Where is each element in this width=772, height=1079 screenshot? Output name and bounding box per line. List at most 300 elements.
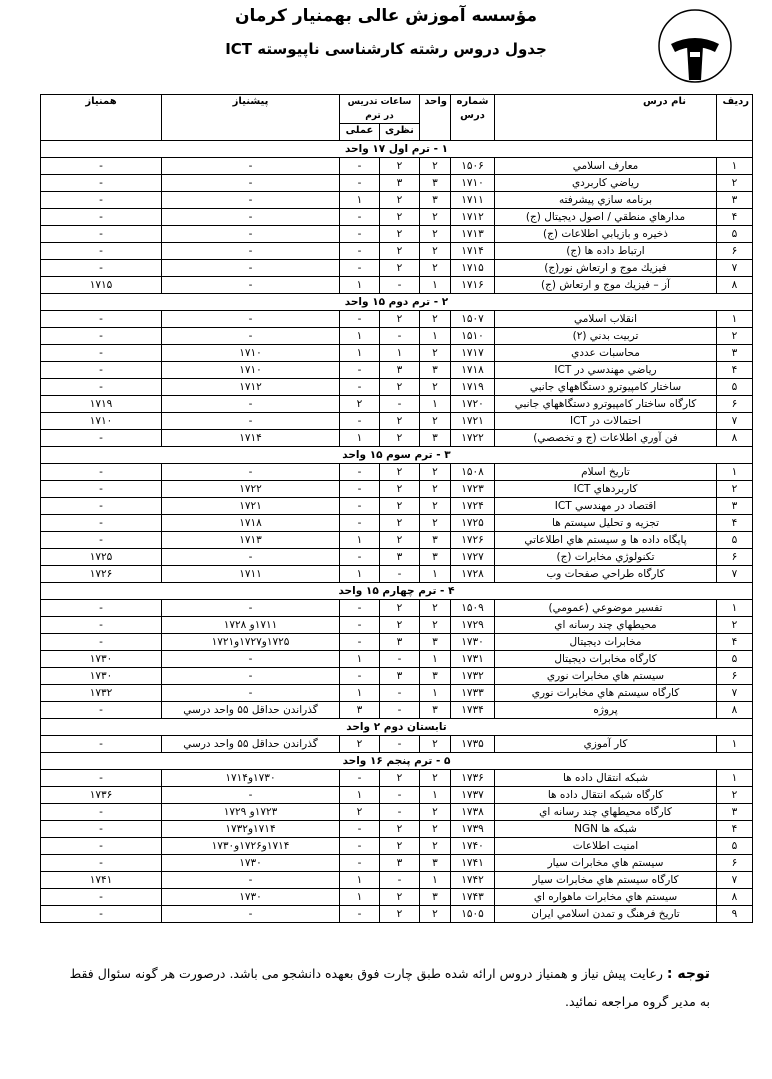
cell-row: ۵ (717, 838, 753, 855)
cell-coreq: ۱۷۳۰ (41, 668, 162, 685)
cell-coreq: - (41, 634, 162, 651)
cell-coreq: - (41, 838, 162, 855)
courses-body (41, 141, 753, 923)
cell-coreq: - (41, 889, 162, 906)
table-header-row (41, 95, 753, 124)
cell-theory: ۲ (380, 311, 420, 328)
cell-row: ۸ (717, 889, 753, 906)
cell-name: كارگاه طراحي صفحات وب (495, 566, 717, 583)
cell-prereq: - (162, 192, 340, 209)
table-row (41, 277, 753, 294)
term-header-row (41, 583, 753, 600)
cell-row: ۹ (717, 906, 753, 923)
cell-row: ۲ (717, 481, 753, 498)
cell-coreq: - (41, 362, 162, 379)
cell-theory: ۳ (380, 855, 420, 872)
cell-number: ۱۷۳۹ (451, 821, 495, 838)
cell-row: ۶ (717, 668, 753, 685)
cell-name: كارگاه سيستم هاي مخابرات نوري (495, 685, 717, 702)
cell-units: ۱ (420, 277, 451, 294)
cell-name: مدارهاي منطقي / اصول ديجيتال (ج) (495, 209, 717, 226)
cell-number: ۱۷۲۸ (451, 566, 495, 583)
cell-row: ۳ (717, 345, 753, 362)
cell-prereq: ۱۷۲۵و۱۷۲۷و۱۷۲۱ (162, 634, 340, 651)
cell-units: ۱ (420, 685, 451, 702)
cell-row: ۴ (717, 362, 753, 379)
cell-units: ۲ (420, 413, 451, 430)
table-row (41, 634, 753, 651)
cell-number: ۱۷۴۲ (451, 872, 495, 889)
cell-number: ۱۷۴۰ (451, 838, 495, 855)
cell-prereq: - (162, 328, 340, 345)
cell-number: ۱۷۱۱ (451, 192, 495, 209)
cell-practical: ۱ (340, 685, 380, 702)
cell-units: ۲ (420, 209, 451, 226)
cell-practical: ۲ (340, 736, 380, 753)
cell-theory: - (380, 804, 420, 821)
cell-practical: ۲ (340, 804, 380, 821)
cell-number: ۱۷۲۱ (451, 413, 495, 430)
cell-coreq: ۱۷۳۲ (41, 685, 162, 702)
cell-row: ۴ (717, 515, 753, 532)
cell-row: ۸ (717, 277, 753, 294)
term-title: ۴ - ترم چهارم ۱۵ واحد (41, 583, 753, 600)
cell-practical: - (340, 549, 380, 566)
cell-units: ۳ (420, 855, 451, 872)
col-theory: نظری (380, 124, 420, 141)
cell-row: ۳ (717, 192, 753, 209)
col-prereq: پیشنیاز (162, 95, 340, 141)
col-coreq: همنیاز (41, 95, 162, 141)
cell-theory: ۲ (380, 430, 420, 447)
table-row (41, 532, 753, 549)
cell-units: ۲ (420, 804, 451, 821)
cell-number: ۱۷۱۸ (451, 362, 495, 379)
cell-row: ۵ (717, 651, 753, 668)
cell-row: ۵ (717, 532, 753, 549)
cell-coreq: - (41, 600, 162, 617)
table-row (41, 600, 753, 617)
cell-coreq: ۱۷۱۵ (41, 277, 162, 294)
cell-number: ۱۷۳۷ (451, 787, 495, 804)
cell-name: كارگاه محيطهاي چند رسانه اي (495, 804, 717, 821)
cell-theory: ۳ (380, 549, 420, 566)
cell-row: ۱ (717, 464, 753, 481)
cell-units: ۳ (420, 549, 451, 566)
cell-row: ۷ (717, 413, 753, 430)
cell-units: ۲ (420, 158, 451, 175)
cell-row: ۱ (717, 600, 753, 617)
cell-prereq: - (162, 175, 340, 192)
courses-table (40, 94, 753, 923)
cell-theory: - (380, 651, 420, 668)
table-row (41, 872, 753, 889)
cell-prereq: گذراندن حداقل ۵۵ واحد درسي (162, 736, 340, 753)
cell-units: ۲ (420, 736, 451, 753)
cell-theory: - (380, 872, 420, 889)
cell-practical: - (340, 243, 380, 260)
table-row (41, 702, 753, 719)
cell-name: پروژه (495, 702, 717, 719)
cell-units: ۲ (420, 243, 451, 260)
cell-theory: - (380, 702, 420, 719)
cell-units: ۲ (420, 379, 451, 396)
cell-name: امنيت اطلاعات (495, 838, 717, 855)
cell-coreq: ۱۷۲۵ (41, 549, 162, 566)
term-title: ۱ - ترم اول ۱۷ واحد (41, 141, 753, 158)
cell-theory: ۲ (380, 158, 420, 175)
cell-row: ۱ (717, 770, 753, 787)
cell-coreq: ۱۷۱۰ (41, 413, 162, 430)
table-row (41, 668, 753, 685)
cell-prereq: - (162, 396, 340, 413)
cell-number: ۱۷۳۴ (451, 702, 495, 719)
cell-coreq: - (41, 430, 162, 447)
cell-coreq: - (41, 804, 162, 821)
cell-number: ۱۷۳۱ (451, 651, 495, 668)
institution-title: مؤسسه آموزش عالی بهمنیار کرمان (235, 6, 537, 26)
cell-theory: ۲ (380, 515, 420, 532)
table-row (41, 464, 753, 481)
cell-row: ۳ (717, 498, 753, 515)
cell-coreq: - (41, 481, 162, 498)
cell-units: ۲ (420, 345, 451, 362)
cell-number: ۱۷۲۴ (451, 498, 495, 515)
table-row (41, 566, 753, 583)
cell-theory: - (380, 396, 420, 413)
cell-units: ۱ (420, 328, 451, 345)
cell-coreq: - (41, 617, 162, 634)
cell-row: ۵ (717, 226, 753, 243)
cell-practical: - (340, 617, 380, 634)
cell-theory: ۲ (380, 226, 420, 243)
cell-practical: - (340, 906, 380, 923)
cell-name: برنامه سازي پيشرفته (495, 192, 717, 209)
cell-number: ۱۷۱۳ (451, 226, 495, 243)
cell-row: ۳ (717, 804, 753, 821)
cell-prereq: - (162, 906, 340, 923)
cell-coreq: - (41, 770, 162, 787)
cell-number: ۱۷۲۲ (451, 430, 495, 447)
cell-units: ۲ (420, 617, 451, 634)
cell-theory: ۲ (380, 243, 420, 260)
cell-prereq: - (162, 311, 340, 328)
table-row (41, 379, 753, 396)
cell-name: كارگاه سيستم هاي مخابرات سيار (495, 872, 717, 889)
cell-units: ۳ (420, 702, 451, 719)
cell-coreq: - (41, 175, 162, 192)
cell-name: كارگاه ساختار كامپيوترو دستگاههاي جانبي (495, 396, 717, 413)
cell-prereq: - (162, 668, 340, 685)
term-header-row (41, 719, 753, 736)
cell-row: ۲ (717, 175, 753, 192)
table-row (41, 481, 753, 498)
table-row (41, 430, 753, 447)
cell-practical: - (340, 668, 380, 685)
cell-row: ۴ (717, 821, 753, 838)
cell-name: كارگاه شبكه انتقال داده ها (495, 787, 717, 804)
cell-name: تربيت بدني (۲) (495, 328, 717, 345)
cell-practical: - (340, 260, 380, 277)
table-row (41, 192, 753, 209)
cell-theory: ۲ (380, 192, 420, 209)
cell-name: مخابرات ديجيتال (495, 634, 717, 651)
cell-prereq: ۱۷۱۱و ۱۷۲۸ (162, 617, 340, 634)
table-row (41, 515, 753, 532)
table-row (41, 770, 753, 787)
cell-theory: ۲ (380, 532, 420, 549)
table-row (41, 243, 753, 260)
cell-number: ۱۷۳۶ (451, 770, 495, 787)
term-header-row (41, 753, 753, 770)
col-row: ردیف (717, 95, 753, 141)
cell-coreq: - (41, 702, 162, 719)
cell-coreq: - (41, 311, 162, 328)
cell-coreq: - (41, 464, 162, 481)
cell-practical: - (340, 379, 380, 396)
cell-units: ۲ (420, 906, 451, 923)
cell-prereq: ۱۷۲۱ (162, 498, 340, 515)
page-title: جدول دروس رشته کارشناسی ناپیوسته ICT (225, 40, 547, 58)
cell-name: پايگاه داده ها و سيستم هاي اطلاعاتي (495, 532, 717, 549)
cell-practical: ۱ (340, 328, 380, 345)
note-text: رعایت پیش نیاز و همنیاز دروس ارائه شده طبق چارت فوق بعهده دانشجو می باشد. درصورت هر گونه سئوال فقط به مدیر گروه مراجعه نمائید. (69, 966, 710, 1009)
cell-prereq: گذراندن حداقل ۵۵ واحد درسي (162, 702, 340, 719)
cell-number: ۱۷۱۷ (451, 345, 495, 362)
cell-name: شبكه انتقال داده ها (495, 770, 717, 787)
cell-row: ۱ (717, 158, 753, 175)
cell-name: تاريخ اسلام (495, 464, 717, 481)
cell-number: ۱۷۳۳ (451, 685, 495, 702)
cell-practical: - (340, 600, 380, 617)
cell-name: رياضي كاربردي (495, 175, 717, 192)
cell-prereq: ۱۷۳۰و۱۷۱۴ (162, 770, 340, 787)
cell-practical: ۱ (340, 192, 380, 209)
cell-theory: ۲ (380, 260, 420, 277)
cell-number: ۱۷۱۹ (451, 379, 495, 396)
cell-units: ۳ (420, 175, 451, 192)
cell-prereq: ۱۷۱۰ (162, 345, 340, 362)
cell-prereq: - (162, 872, 340, 889)
cell-theory: ۳ (380, 175, 420, 192)
cell-units: ۳ (420, 430, 451, 447)
cell-coreq: ۱۷۴۱ (41, 872, 162, 889)
cell-practical: ۱ (340, 787, 380, 804)
cell-name: فن آوري اطلاعات (ج و تخصصي) (495, 430, 717, 447)
cell-row: ۷ (717, 872, 753, 889)
cell-coreq: - (41, 226, 162, 243)
table-row (41, 787, 753, 804)
cell-practical: - (340, 855, 380, 872)
cell-coreq: - (41, 379, 162, 396)
cell-units: ۱ (420, 566, 451, 583)
cell-theory: ۱ (380, 345, 420, 362)
cell-prereq: ۱۷۱۱ (162, 566, 340, 583)
cell-name: كار آموزي (495, 736, 717, 753)
cell-practical: ۱ (340, 872, 380, 889)
cell-row: ۸ (717, 430, 753, 447)
cell-row: ۱ (717, 736, 753, 753)
cell-prereq: - (162, 413, 340, 430)
col-hours: ساعات تدریس در ترم (340, 95, 420, 124)
cell-practical: - (340, 362, 380, 379)
cell-name: سيستم هاي مخابرات ماهواره اي (495, 889, 717, 906)
cell-name: سيستم هاي مخابرات سيار (495, 855, 717, 872)
cell-prereq: ۱۷۲۲ (162, 481, 340, 498)
cell-number: ۱۷۳۸ (451, 804, 495, 821)
cell-number: ۱۷۱۶ (451, 277, 495, 294)
cell-coreq: - (41, 532, 162, 549)
cell-practical: ۱ (340, 651, 380, 668)
cell-coreq: - (41, 345, 162, 362)
cell-theory: - (380, 328, 420, 345)
cell-number: ۱۷۱۴ (451, 243, 495, 260)
cell-theory: - (380, 787, 420, 804)
term-header-row (41, 141, 753, 158)
cell-theory: ۲ (380, 379, 420, 396)
cell-theory: ۲ (380, 498, 420, 515)
cell-prereq: - (162, 685, 340, 702)
cell-units: ۲ (420, 515, 451, 532)
cell-prereq: ۱۷۱۴و۱۷۲۶و۱۷۳۰ (162, 838, 340, 855)
table-row (41, 889, 753, 906)
cell-coreq: - (41, 736, 162, 753)
cell-theory: - (380, 566, 420, 583)
cell-prereq: - (162, 600, 340, 617)
cell-row: ۸ (717, 702, 753, 719)
table-row (41, 855, 753, 872)
cell-practical: - (340, 175, 380, 192)
cell-row: ۷ (717, 260, 753, 277)
cell-units: ۲ (420, 498, 451, 515)
cell-units: ۳ (420, 889, 451, 906)
cell-units: ۲ (420, 770, 451, 787)
cell-row: ۷ (717, 685, 753, 702)
cell-prereq: - (162, 260, 340, 277)
cell-prereq: ۱۷۳۰ (162, 855, 340, 872)
cell-row: ۲ (717, 328, 753, 345)
cell-number: ۱۵۰۹ (451, 600, 495, 617)
cell-practical: ۱ (340, 532, 380, 549)
cell-practical: ۱ (340, 277, 380, 294)
cell-name: معارف اسلامي (495, 158, 717, 175)
cell-row: ۶ (717, 243, 753, 260)
table-row (41, 685, 753, 702)
cell-coreq: - (41, 906, 162, 923)
cell-name: تفسير موضوعي (عمومي) (495, 600, 717, 617)
table-row (41, 311, 753, 328)
cell-name: تاريخ فرهنگ و تمدن اسلامي ايران (495, 906, 717, 923)
term-title: ۵ - ترم پنجم ۱۶ واحد (41, 753, 753, 770)
cell-practical: ۱ (340, 430, 380, 447)
cell-name: سيستم هاي مخابرات نوري (495, 668, 717, 685)
cell-name: رياضي مهندسي در ICT (495, 362, 717, 379)
cell-row: ۴ (717, 209, 753, 226)
cell-number: ۱۵۰۶ (451, 158, 495, 175)
table-row (41, 175, 753, 192)
cell-theory: ۲ (380, 600, 420, 617)
cell-practical: ۲ (340, 396, 380, 413)
cell-practical: - (340, 634, 380, 651)
cell-theory: ۲ (380, 617, 420, 634)
cell-number: ۱۷۴۱ (451, 855, 495, 872)
cell-theory: ۲ (380, 481, 420, 498)
cell-row: ۵ (717, 379, 753, 396)
table-row (41, 651, 753, 668)
institution-logo (657, 8, 733, 84)
table-row (41, 736, 753, 753)
cell-practical: - (340, 838, 380, 855)
table-row (41, 413, 753, 430)
cell-prereq: ۱۷۱۰ (162, 362, 340, 379)
table-row (41, 821, 753, 838)
cell-practical: - (340, 226, 380, 243)
cell-theory: ۲ (380, 838, 420, 855)
table-row (41, 158, 753, 175)
cell-units: ۳ (420, 362, 451, 379)
cell-number: ۱۷۱۰ (451, 175, 495, 192)
cell-coreq: - (41, 260, 162, 277)
cell-coreq: - (41, 498, 162, 515)
cell-name: محاسبات عددي (495, 345, 717, 362)
cell-prereq: ۱۷۱۲ (162, 379, 340, 396)
cell-coreq: ۱۷۳۰ (41, 651, 162, 668)
cell-units: ۲ (420, 464, 451, 481)
cell-theory: ۲ (380, 889, 420, 906)
cell-units: ۲ (420, 481, 451, 498)
cell-number: ۱۵۰۸ (451, 464, 495, 481)
cell-units: ۱ (420, 396, 451, 413)
cell-number: ۱۵۰۷ (451, 311, 495, 328)
cell-number: ۱۷۲۵ (451, 515, 495, 532)
cell-practical: - (340, 413, 380, 430)
cell-name: كاربردهاي ICT (495, 481, 717, 498)
table-row (41, 617, 753, 634)
cell-name: فيزيك موج و ارتعاش نور(ج) (495, 260, 717, 277)
cell-theory: ۲ (380, 821, 420, 838)
cell-practical: - (340, 498, 380, 515)
cell-row: ۶ (717, 855, 753, 872)
table-row (41, 906, 753, 923)
cell-units: ۲ (420, 260, 451, 277)
cell-prereq: ۱۷۳۰ (162, 889, 340, 906)
cell-prereq: ۱۷۱۸ (162, 515, 340, 532)
col-practical: عملی (340, 124, 380, 141)
cell-prereq: - (162, 277, 340, 294)
cell-theory: ۳ (380, 634, 420, 651)
cell-practical: - (340, 209, 380, 226)
cell-number: ۱۷۴۳ (451, 889, 495, 906)
cell-number: ۱۷۳۰ (451, 634, 495, 651)
cell-number: ۱۷۲۹ (451, 617, 495, 634)
table-row (41, 549, 753, 566)
cell-row: ۶ (717, 396, 753, 413)
cell-row: ۷ (717, 566, 753, 583)
cell-units: ۱ (420, 651, 451, 668)
cell-units: ۳ (420, 532, 451, 549)
cell-coreq: - (41, 192, 162, 209)
cell-number: ۱۷۲۰ (451, 396, 495, 413)
cell-theory: ۲ (380, 770, 420, 787)
cell-number: ۱۵۰۵ (451, 906, 495, 923)
cell-number: ۱۷۱۵ (451, 260, 495, 277)
cell-prereq: ۱۷۱۴ (162, 430, 340, 447)
footnote (60, 960, 710, 1016)
table-row (41, 838, 753, 855)
cell-name: ساختار كامپيوترو دستگاههاي جانبي (495, 379, 717, 396)
cell-units: ۲ (420, 311, 451, 328)
cell-practical: - (340, 515, 380, 532)
